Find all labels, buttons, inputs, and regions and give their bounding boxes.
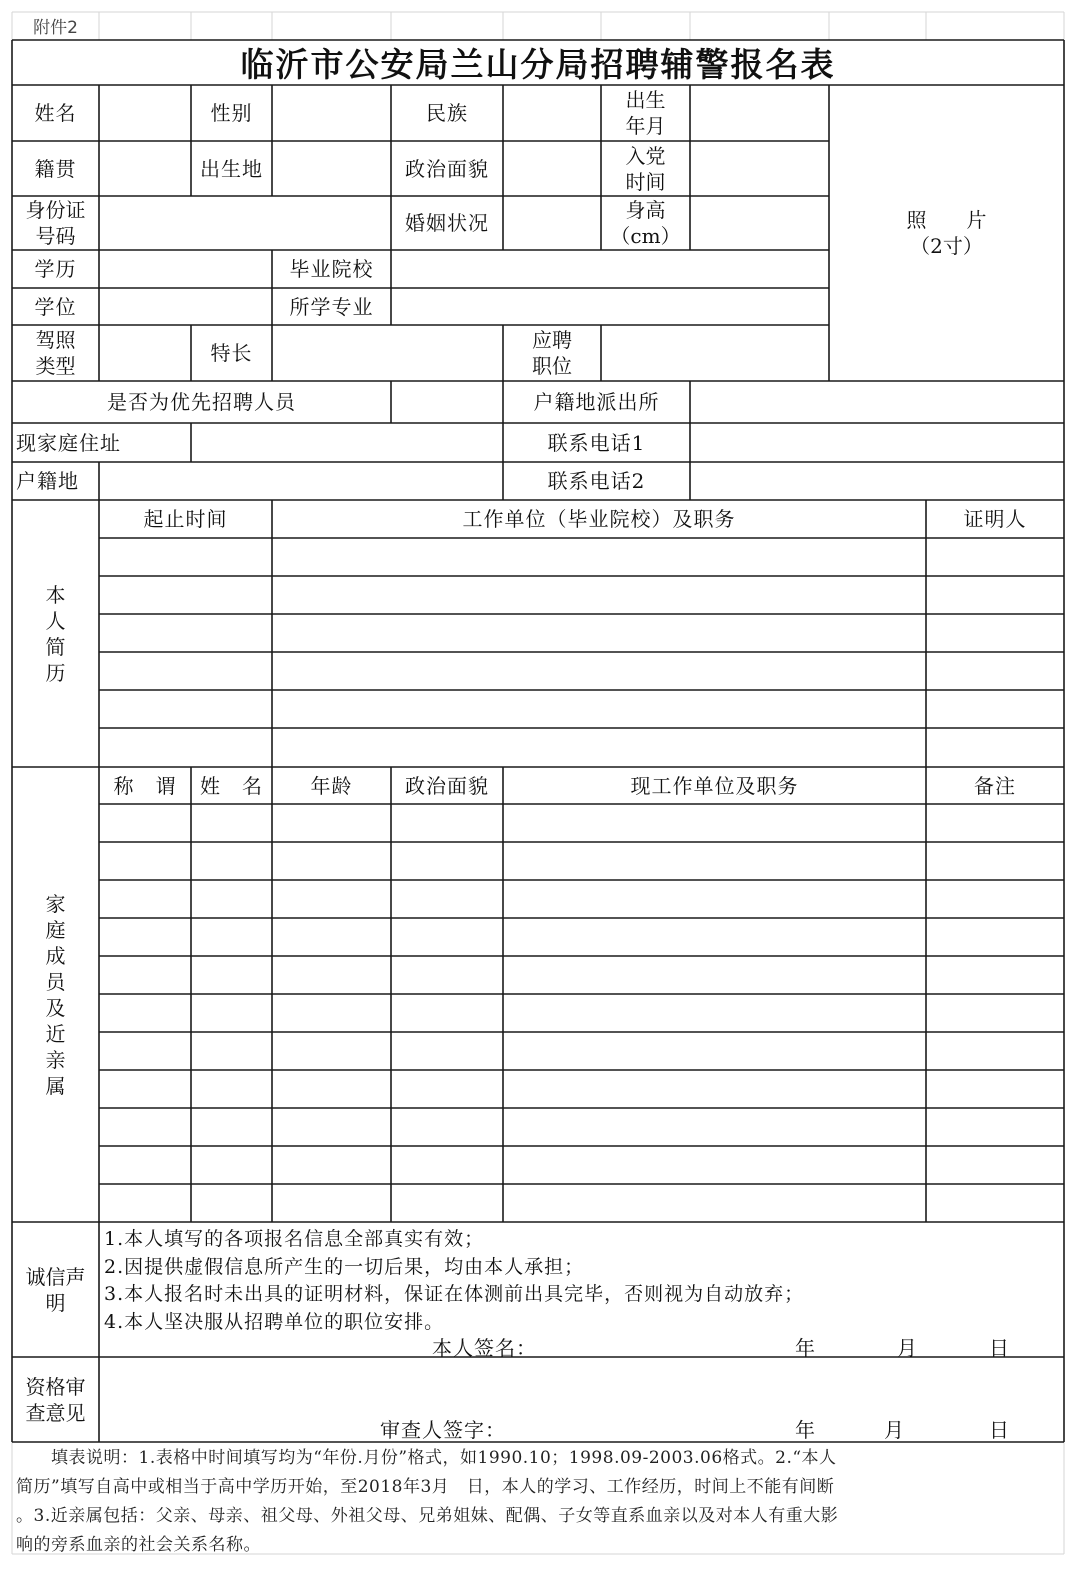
- attachment-tag: 附件2: [33, 18, 78, 38]
- resume-label-char: 人: [45, 608, 66, 633]
- specialty-field[interactable]: [272, 325, 503, 381]
- gender-field[interactable]: [272, 85, 391, 141]
- major-field[interactable]: [391, 288, 829, 325]
- notes-line: 响的旁系血亲的社会关系名称。: [16, 1535, 261, 1555]
- marital-status-field[interactable]: [503, 196, 601, 250]
- id-number-label: [12, 196, 99, 250]
- notes-line: 填表说明：1.表格中时间填写均为“年份.月份”格式，如1990.10；1998.09-2003.06格式。2.“本人: [16, 1448, 837, 1468]
- address-label: 现家庭住址: [16, 430, 121, 455]
- review-opinion-field[interactable]: [99, 1357, 1064, 1407]
- birth-date-label-line2: 年月: [625, 114, 666, 138]
- photo-size-label: （2寸）: [910, 234, 983, 258]
- education-field[interactable]: [99, 250, 272, 288]
- license-type-field[interactable]: [99, 325, 191, 381]
- id-label-line1: 身份证: [25, 198, 86, 222]
- form-title: 临沂市公安局兰山分局招聘辅警报名表: [240, 45, 836, 84]
- resume-rows[interactable]: [99, 538, 1064, 767]
- integrity-statement: [104, 1226, 1054, 1336]
- family-label-char: 属: [45, 1073, 66, 1098]
- gender-label: 性别: [210, 101, 253, 125]
- education-label: 学历: [34, 257, 77, 281]
- birth-date-label: [601, 85, 690, 141]
- family-col-name: 姓 名: [200, 773, 263, 798]
- review-year: 年: [795, 1418, 816, 1442]
- review-label: [12, 1357, 99, 1442]
- birth-date-label-line1: 出生: [625, 88, 666, 112]
- major-label: 所学专业: [289, 294, 374, 319]
- integrity-label-line1: 诚信声: [25, 1264, 86, 1289]
- applied-position-label: [503, 325, 601, 381]
- family-label-char: 及: [45, 995, 66, 1020]
- school-field[interactable]: [391, 250, 829, 288]
- license-label-line1: 驾照: [35, 328, 76, 352]
- review-day: 日: [989, 1418, 1010, 1442]
- resume-label-char: 历: [45, 660, 66, 685]
- native-place-label: 籍贯: [34, 156, 77, 181]
- party-label-line2: 时间: [625, 169, 666, 194]
- political-status-label: 政治面貌: [405, 156, 489, 181]
- id-label-line2: 号码: [35, 224, 76, 248]
- phone1-label: 联系电话1: [547, 430, 646, 455]
- integrity-item: 2.因提供虚假信息所产生的一切后果，均由本人承担；: [104, 1255, 585, 1278]
- resume-col-employer: 工作单位（毕业院校）及职务: [462, 507, 736, 531]
- phone1-field[interactable]: [690, 423, 1064, 462]
- family-col-relation: 称 谓: [113, 773, 177, 798]
- degree-label: 学位: [34, 294, 77, 319]
- priority-field[interactable]: [391, 381, 503, 423]
- family-section-label: [12, 767, 99, 1222]
- license-type-label: [12, 325, 99, 381]
- native-place-field[interactable]: [99, 141, 191, 196]
- photo-label: 照 片: [906, 208, 987, 232]
- police-station-label: 户籍地派出所: [533, 390, 660, 414]
- applicant-signature-field[interactable]: [545, 1328, 785, 1356]
- name-field[interactable]: [99, 85, 191, 141]
- resume-label-char: 简: [45, 634, 66, 659]
- integrity-item: 1.本人填写的各项报名信息全部真实有效；: [104, 1228, 485, 1250]
- review-label-line1: 资格审: [25, 1374, 86, 1399]
- applicant-sign-day: 日: [989, 1336, 1010, 1360]
- birthplace-field[interactable]: [272, 141, 391, 196]
- name-label: 姓名: [34, 101, 77, 125]
- hukou-label: 户籍地: [16, 469, 79, 493]
- photo-box[interactable]: [829, 85, 1064, 381]
- resume-col-reference: 证明人: [963, 507, 1027, 531]
- applicant-sign-month: 月: [897, 1336, 918, 1360]
- specialty-label: 特长: [210, 341, 253, 365]
- resume-section-label: [12, 500, 99, 767]
- notes-line: 。3.近亲属包括：父亲、母亲、祖父母、外祖父母、兄弟姐妹、配偶、子女等直系血亲以及对本人有重大影: [16, 1506, 839, 1526]
- ethnicity-field[interactable]: [503, 85, 601, 141]
- integrity-label: [12, 1222, 99, 1357]
- family-label-char: 成: [45, 943, 66, 968]
- apply-label-line2: 职位: [532, 354, 572, 378]
- integrity-item: 4.本人坚决服从招聘单位的职位安排。: [104, 1310, 445, 1333]
- hukou-field[interactable]: [99, 462, 503, 500]
- phone2-label: 联系电话2: [547, 469, 646, 493]
- family-label-char: 亲: [45, 1047, 66, 1072]
- family-label-char: 庭: [45, 917, 66, 942]
- applicant-sign-year: 年: [795, 1336, 816, 1360]
- applied-position-field[interactable]: [601, 325, 829, 381]
- height-label-line1: 身高: [625, 198, 666, 222]
- notes-line: 简历”填写自高中或相当于高中学历开始，至2018年3月 日，本人的学习、工作经历，时间上不能有间断: [16, 1477, 835, 1497]
- birth-date-field[interactable]: [690, 85, 829, 141]
- resume-col-period: 起止时间: [143, 507, 228, 531]
- review-label-line2: 查意见: [25, 1400, 86, 1425]
- party-join-date-field[interactable]: [690, 141, 829, 196]
- police-station-field[interactable]: [690, 381, 1064, 423]
- filling-instructions: [16, 1444, 1062, 1560]
- apply-label-line1: 应聘: [532, 328, 572, 352]
- party-label-line1: 入党: [625, 143, 666, 168]
- degree-field[interactable]: [99, 288, 272, 325]
- family-label-char: 家: [45, 891, 66, 916]
- id-number-field[interactable]: [99, 196, 391, 250]
- height-field[interactable]: [690, 196, 829, 250]
- birthplace-label: 出生地: [200, 156, 263, 181]
- political-status-field[interactable]: [503, 141, 601, 196]
- party-join-date-label: [601, 141, 690, 196]
- family-col-employer: 现工作单位及职务: [630, 773, 799, 798]
- school-label: 毕业院校: [289, 257, 374, 281]
- reviewer-signature-label: 审查人签字：: [380, 1418, 506, 1442]
- phone2-field[interactable]: [690, 462, 1064, 500]
- address-field[interactable]: [191, 423, 503, 462]
- height-label: [601, 196, 690, 250]
- height-label-line2: （cm）: [610, 224, 681, 248]
- priority-label: 是否为优先招聘人员: [107, 390, 296, 414]
- family-rows[interactable]: [99, 804, 1064, 1222]
- family-label-char: 员: [45, 969, 66, 994]
- resume-label-char: 本: [45, 582, 66, 607]
- ethnicity-label: 民族: [426, 101, 468, 125]
- marital-status-label: 婚姻状况: [405, 211, 489, 235]
- family-col-remarks: 备注: [974, 773, 1016, 798]
- license-label-line2: 类型: [35, 354, 76, 378]
- family-col-political: 政治面貌: [405, 773, 489, 798]
- applicant-signature-label: 本人签名：: [432, 1336, 537, 1360]
- integrity-label-line2: 明: [45, 1290, 66, 1315]
- family-label-char: 近: [45, 1021, 66, 1046]
- review-month: 月: [884, 1418, 905, 1442]
- family-col-age: 年龄: [310, 773, 353, 798]
- integrity-item: 3.本人报名时未出具的证明材料，保证在体测前出具完毕，否则视为自动放弃；: [104, 1283, 805, 1305]
